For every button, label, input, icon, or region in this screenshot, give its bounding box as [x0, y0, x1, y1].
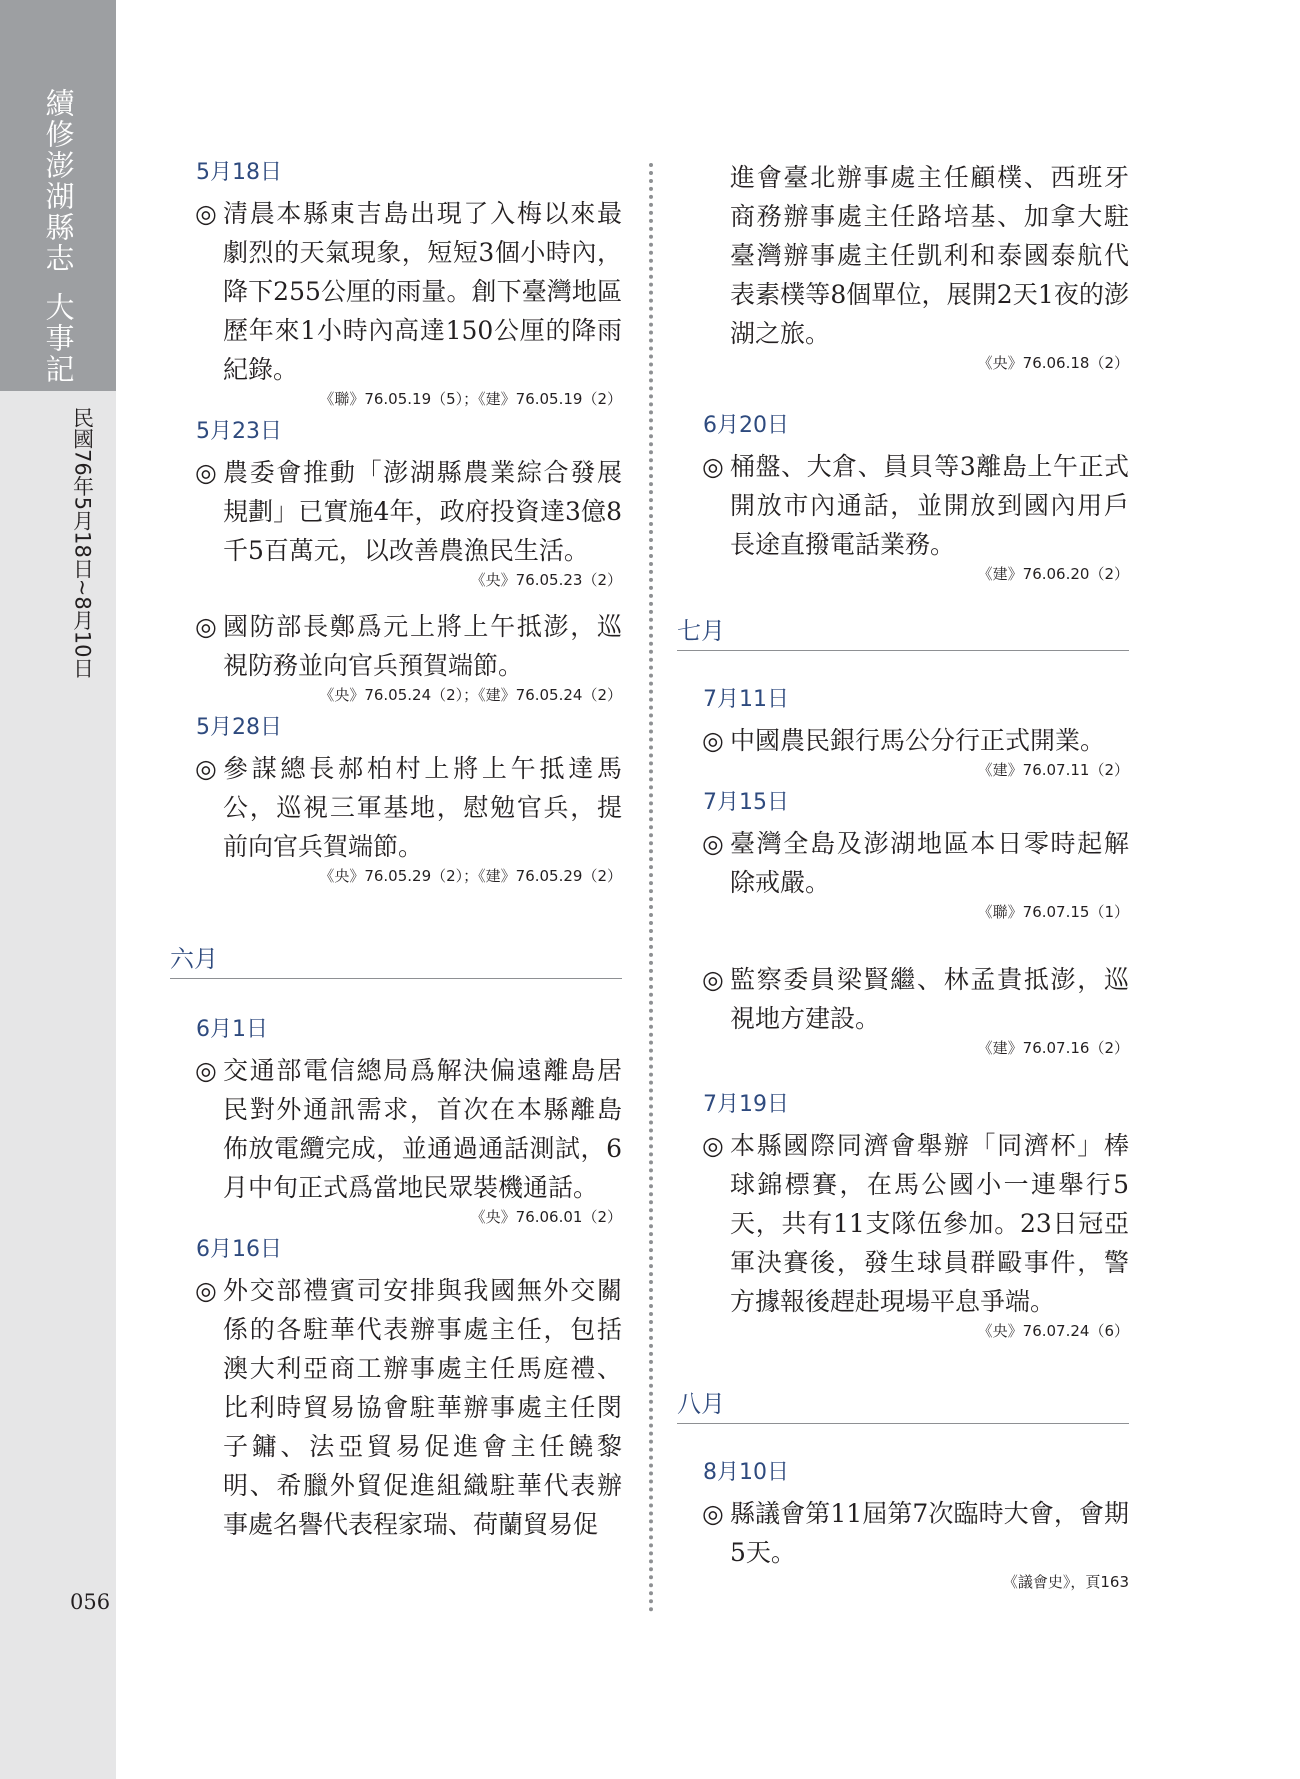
entry-date: 5月18日	[196, 160, 282, 185]
entry-source: 《央》76.06.18（2）	[977, 354, 1129, 372]
left-column	[172, 158, 622, 1544]
entry-text: ◎ 清晨本縣東吉島出現了入梅以來最劇烈的天氣現象，短短3個小時內，降下255公厘的雨量。創下臺灣地區歷年來1小時內高達150公厘的降雨紀錄。	[172, 194, 622, 389]
entry-date: 7月11日	[703, 687, 789, 712]
bullet-mark: ◎	[195, 612, 217, 641]
entry-source: 《建》76.06.20（2）	[977, 565, 1129, 583]
entry-text: ◎ 中國農民銀行馬公分行正式開業。	[679, 721, 1129, 760]
entry-source: 《聯》76.07.15（1）	[977, 903, 1129, 921]
book-title-section: 大事記	[41, 292, 76, 385]
entry-date: 6月16日	[196, 1237, 282, 1262]
entry-source: 《央》76.06.01（2）	[470, 1208, 622, 1226]
month-heading: 七月	[677, 616, 1129, 651]
entry-text: ◎ 臺灣全島及澎湖地區本日零時起解除戒嚴。	[679, 824, 1129, 902]
entry-source: 《議會史》，頁163	[1002, 1573, 1129, 1591]
entry-text: ◎ 農委會推動「澎湖縣農業綜合發展規劃」已實施4年，政府投資達3億8千5百萬元，以改善農漁民生活。	[172, 453, 622, 570]
sidebar	[0, 0, 116, 1779]
book-title	[41, 88, 76, 385]
bullet-mark: ◎	[195, 754, 217, 783]
bullet-mark: ◎	[702, 1499, 724, 1528]
page-number: 056	[70, 1590, 111, 1614]
month-heading: 六月	[170, 944, 622, 979]
entry-text: ◎ 本縣國際同濟會舉辦「同濟杯」棒球錦標賽，在馬公國小一連舉行5天，共有11支隊伍參加。23日冠亞軍決賽後，發生球員群毆事件，警方據報後趕赴現場平息爭端。	[679, 1126, 1129, 1321]
bullet-mark: ◎	[195, 1276, 217, 1305]
bullet-mark: ◎	[702, 1131, 724, 1160]
bullet-mark: ◎	[702, 452, 724, 481]
bullet-mark: ◎	[702, 726, 724, 755]
bullet-mark: ◎	[702, 965, 724, 994]
entry-text: ◎ 監察委員梁賢繼、林孟貴抵澎，巡視地方建設。	[679, 960, 1129, 1038]
entry-source: 《央》76.05.24（2）；《建》76.05.24（2）	[319, 686, 622, 704]
entry-source: 《建》76.07.16（2）	[977, 1039, 1129, 1057]
entry-source: 《央》76.05.29（2）；《建》76.05.29（2）	[319, 867, 622, 885]
bullet-mark: ◎	[702, 829, 724, 858]
bullet-mark: ◎	[195, 1056, 217, 1085]
entry-source: 《聯》76.05.19（5）；《建》76.05.19（2）	[319, 390, 622, 408]
entry-date: 5月23日	[196, 419, 282, 444]
entry-text: ◎ 外交部禮賓司安排與我國無外交關係的各駐華代表辦事處主任，包括澳大利亞商工辦事處主任馬庭禮、比利時貿易協會駐華辦事處主任閔子鏞、法亞貿易促進會主任饒黎明、希臘外貿促進組織駐華代表辦事處名譽代表程家瑞、荷蘭貿易促	[172, 1271, 622, 1544]
bullet-mark: ◎	[195, 458, 217, 487]
entry-text: ◎ 縣議會第11屆第7次臨時大會，會期5天。	[679, 1494, 1129, 1572]
entry-text: ◎ 交通部電信總局爲解決偏遠離島居民對外通訊需求，首次在本縣離島佈放電纜完成，並通過通話測試，6月中旬正式爲當地民眾裝機通話。	[172, 1051, 622, 1207]
book-title-main: 續修澎湖縣志	[41, 88, 76, 274]
sidebar-title-band	[0, 0, 116, 391]
entry-text: ◎ 桶盤、大倉、員貝等3離島上午正式開放市內通話，並開放到國內用戶長途直撥電話業務。	[679, 447, 1129, 564]
bullet-mark: ◎	[195, 199, 217, 228]
entry-date: 6月20日	[703, 413, 789, 438]
entry-source: 《央》76.07.24（6）	[977, 1322, 1129, 1340]
entry-text: ◎ 國防部長鄭爲元上將上午抵澎，巡視防務並向官兵預賀端節。	[172, 607, 622, 685]
column-divider	[649, 163, 653, 1613]
entry-date: 7月19日	[703, 1092, 789, 1117]
month-heading: 八月	[677, 1389, 1129, 1424]
entry-date: 6月1日	[196, 1017, 268, 1042]
entry-date: 8月10日	[703, 1460, 789, 1485]
entry-text: ◎ 參謀總長郝柏村上將上午抵達馬公，巡視三軍基地，慰勉官兵，提前向官兵賀端節。	[172, 749, 622, 866]
date-range: 民國76年5月18日~8月10日	[70, 407, 95, 679]
entry-source: 《央》76.05.23（2）	[470, 571, 622, 589]
right-column	[679, 158, 1129, 1594]
entry-date: 5月28日	[196, 715, 282, 740]
entry-text: 進會臺北辦事處主任顧樸、西班牙商務辦事處主任路培基、加拿大駐臺灣辦事處主任凱利和泰國泰航代表素樸等8個單位，展開2天1夜的澎湖之旅。	[730, 163, 1129, 348]
entry-source: 《建》76.07.11（2）	[977, 761, 1129, 779]
entry-date: 7月15日	[703, 790, 789, 815]
